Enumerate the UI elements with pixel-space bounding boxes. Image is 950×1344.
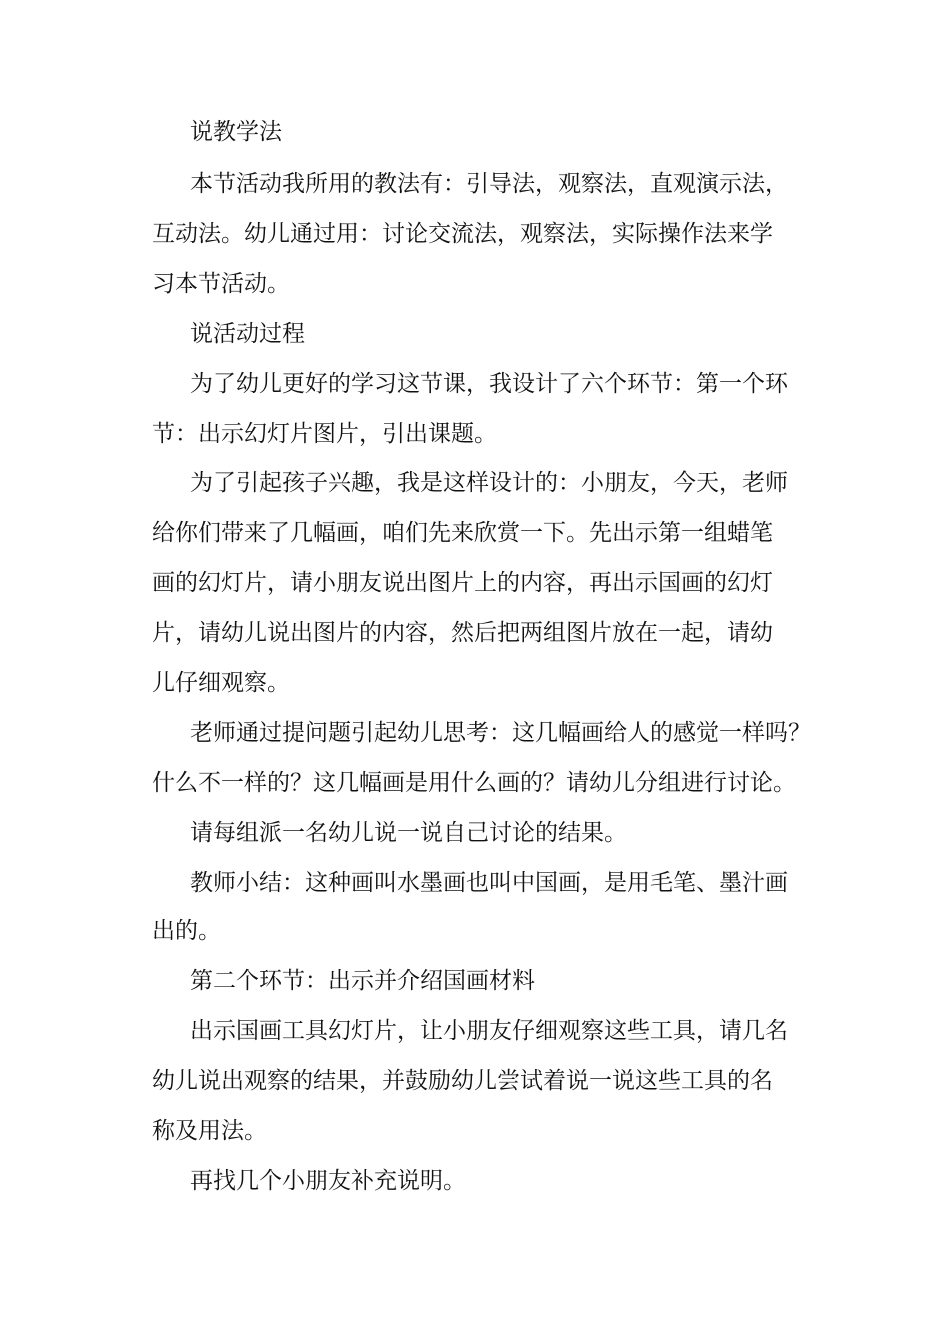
paragraph-line: 老师通过提问题引起幼儿思考：这几幅画给人的感觉一样吗？ (190, 720, 811, 746)
paragraph-line: 称及用法。 (152, 1118, 267, 1144)
paragraph-line: 再找几个小朋友补充说明。 (190, 1168, 466, 1194)
paragraph-line: 出的。 (152, 918, 221, 944)
heading-second-step: 第二个环节：出示并介绍国画材料 (190, 968, 535, 994)
paragraph-line: 请每组派一名幼儿说一说自己讨论的结果。 (190, 820, 627, 846)
paragraph-line: 画的幻灯片，请小朋友说出图片上的内容，再出示国画的幻灯 (152, 570, 773, 596)
paragraph-line: 出示国画工具幻灯片，让小朋友仔细观察这些工具，请几名 (190, 1018, 788, 1044)
paragraph-line: 儿仔细观察。 (152, 670, 290, 696)
paragraph-line: 习本节活动。 (152, 271, 290, 297)
paragraph-line: 片，请幼儿说出图片的内容，然后把两组图片放在一起，请幼 (152, 620, 773, 646)
paragraph-line: 幼儿说出观察的结果，并鼓励幼儿尝试着说一说这些工具的名 (152, 1068, 773, 1094)
paragraph-line: 什么不一样的？这几幅画是用什么画的？请幼儿分组进行讨论。 (152, 770, 796, 796)
paragraph-line: 为了引起孩子兴趣，我是这样设计的：小朋友，今天，老师 (190, 470, 788, 496)
paragraph-line: 节：出示幻灯片图片，引出课题。 (152, 421, 497, 447)
paragraph-line: 互动法。幼儿通过用：讨论交流法，观察法，实际操作法来学 (152, 221, 773, 247)
paragraph-line: 给你们带来了几幅画，咱们先来欣赏一下。先出示第一组蜡笔 (152, 520, 773, 546)
heading-activity-process: 说活动过程 (190, 321, 305, 347)
heading-teaching-method: 说教学法 (190, 119, 282, 145)
paragraph-line: 教师小结：这种画叫水墨画也叫中国画，是用毛笔、墨汁画 (190, 870, 788, 896)
paragraph-line: 为了幼儿更好的学习这节课，我设计了六个环节：第一个环 (190, 371, 788, 397)
paragraph-line: 本节活动我所用的教法有：引导法，观察法，直观演示法， (190, 171, 788, 197)
